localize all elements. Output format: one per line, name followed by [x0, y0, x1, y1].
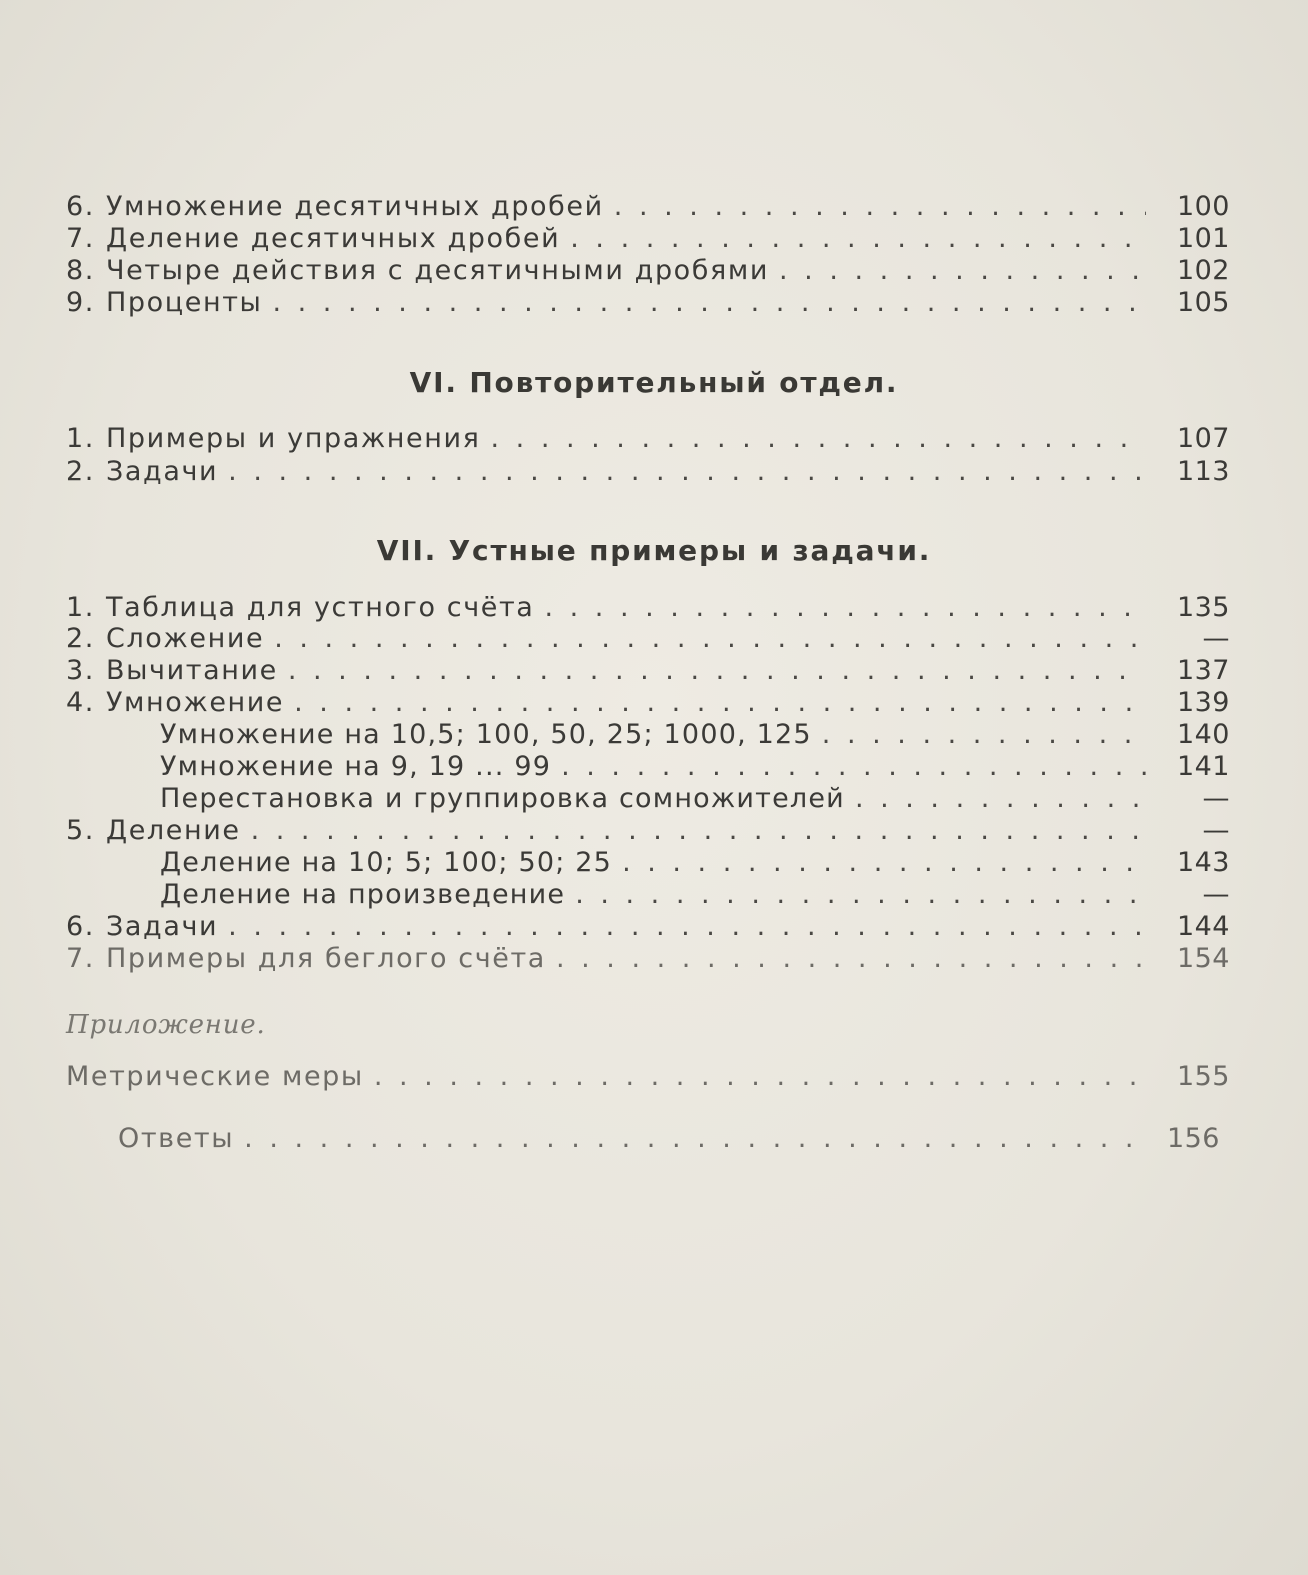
- entry-title: Задачи: [106, 911, 219, 942]
- entry-title: Деление: [106, 815, 241, 846]
- entry-page-number: 139: [1176, 687, 1230, 718]
- dot-leader: [228, 455, 1146, 489]
- entry-page-number: 101: [1176, 223, 1230, 254]
- dot-leader: [274, 622, 1146, 656]
- dot-leader: [288, 654, 1146, 688]
- entry-page-number: —: [1202, 879, 1230, 910]
- section-heading: VII. Устные примеры и задачи.: [376, 534, 932, 567]
- entry-title: Задачи: [106, 456, 219, 487]
- entry-number: 8.: [66, 255, 95, 286]
- toc-entry: [66, 686, 1230, 720]
- toc-entry: [66, 222, 1230, 256]
- dot-leader: [228, 910, 1146, 944]
- entry-page-number: 113: [1176, 456, 1230, 487]
- section-heading: VI. Повторительный отдел.: [409, 366, 899, 399]
- entry-number: 6.: [66, 911, 95, 942]
- entry-title: Примеры и упражнения: [106, 423, 481, 454]
- toc-subentry: [160, 782, 1230, 816]
- dot-leader: [779, 254, 1146, 288]
- toc-entry: [66, 1060, 1230, 1094]
- dot-leader: [822, 718, 1146, 752]
- dot-leader: [575, 878, 1146, 912]
- entry-title: Деление на 10; 5; 100; 50; 25: [160, 847, 613, 878]
- toc-entry: [66, 254, 1230, 288]
- entry-page-number: 102: [1176, 255, 1230, 286]
- dot-leader: [490, 422, 1146, 456]
- toc-entry: [66, 654, 1230, 688]
- entry-page-number: 155: [1176, 1061, 1230, 1092]
- entry-title: Умножение: [106, 687, 285, 718]
- entry-page-number: 156: [1166, 1123, 1220, 1154]
- entry-page-number: —: [1202, 815, 1230, 846]
- entry-page-number: 144: [1176, 911, 1230, 942]
- entry-title: Деление десятичных дробей: [106, 223, 561, 254]
- toc-subentry: [160, 878, 1230, 912]
- entry-page-number: 143: [1176, 847, 1230, 878]
- entry-page-number: 105: [1176, 287, 1230, 318]
- entry-page-number: 107: [1176, 423, 1230, 454]
- entry-title: Перестановка и группировка сомножителей: [160, 783, 845, 814]
- toc-entry: [66, 910, 1230, 944]
- entry-number: 7.: [66, 223, 95, 254]
- entry-number: 3.: [66, 655, 95, 686]
- entry-number: 6.: [66, 191, 95, 222]
- dot-leader: [251, 814, 1146, 848]
- toc-entry: [66, 422, 1230, 456]
- toc-subentry: [160, 718, 1230, 752]
- toc-entry: [66, 591, 1230, 625]
- entry-title: Деление на произведение: [160, 879, 566, 910]
- entry-title: Умножение десятичных дробей: [106, 191, 604, 222]
- dot-leader: [544, 591, 1146, 625]
- entry-page-number: 135: [1176, 592, 1230, 623]
- toc-subentry: [160, 846, 1230, 880]
- appendix-heading: Приложение.: [66, 1010, 266, 1040]
- dot-leader: [244, 1122, 1136, 1156]
- entry-title: Таблица для устного счёта: [106, 592, 535, 623]
- toc-entry: [66, 286, 1230, 320]
- dot-leader: [855, 782, 1146, 816]
- toc-entry: [66, 942, 1230, 976]
- entry-number: 4.: [66, 687, 95, 718]
- entry-title: Умножение на 9, 19 ... 99: [160, 751, 552, 782]
- entry-page-number: 141: [1176, 751, 1230, 782]
- dot-leader: [374, 1060, 1146, 1094]
- toc-entry: [66, 622, 1230, 656]
- toc-subentry: [160, 750, 1230, 784]
- entry-number: 7.: [66, 943, 95, 974]
- toc-entry: [66, 814, 1230, 848]
- entry-page-number: 154: [1176, 943, 1230, 974]
- entry-number: 1.: [66, 423, 95, 454]
- entry-page-number: 140: [1176, 719, 1230, 750]
- entry-title: Проценты: [106, 287, 263, 318]
- entry-title: Умножение на 10,5; 100, 50, 25; 1000, 125: [160, 719, 812, 750]
- entry-title: Метрические меры: [66, 1061, 364, 1092]
- entry-title: Примеры для беглого счёта: [106, 943, 546, 974]
- dot-leader: [272, 286, 1146, 320]
- entry-number: 5.: [66, 815, 95, 846]
- entry-title: Ответы: [118, 1123, 235, 1154]
- entry-number: 2.: [66, 456, 95, 487]
- entry-page-number: —: [1202, 623, 1230, 654]
- entry-title: Сложение: [106, 623, 265, 654]
- toc-entry: [66, 190, 1230, 224]
- dot-leader: [570, 222, 1146, 256]
- dot-leader: [556, 942, 1146, 976]
- entry-page-number: 100: [1176, 191, 1230, 222]
- toc-entry: [66, 455, 1230, 489]
- toc-entry: [118, 1122, 1220, 1156]
- entry-title: Четыре действия с десятичными дробями: [106, 255, 770, 286]
- dot-leader: [561, 750, 1146, 784]
- entry-page-number: —: [1202, 783, 1230, 814]
- dot-leader: [294, 686, 1146, 720]
- entry-page-number: 137: [1176, 655, 1230, 686]
- entry-title: Вычитание: [106, 655, 278, 686]
- entry-number: 2.: [66, 623, 95, 654]
- entry-number: 9.: [66, 287, 95, 318]
- entry-number: 1.: [66, 592, 95, 623]
- dot-leader: [622, 846, 1146, 880]
- dot-leader: [614, 190, 1146, 224]
